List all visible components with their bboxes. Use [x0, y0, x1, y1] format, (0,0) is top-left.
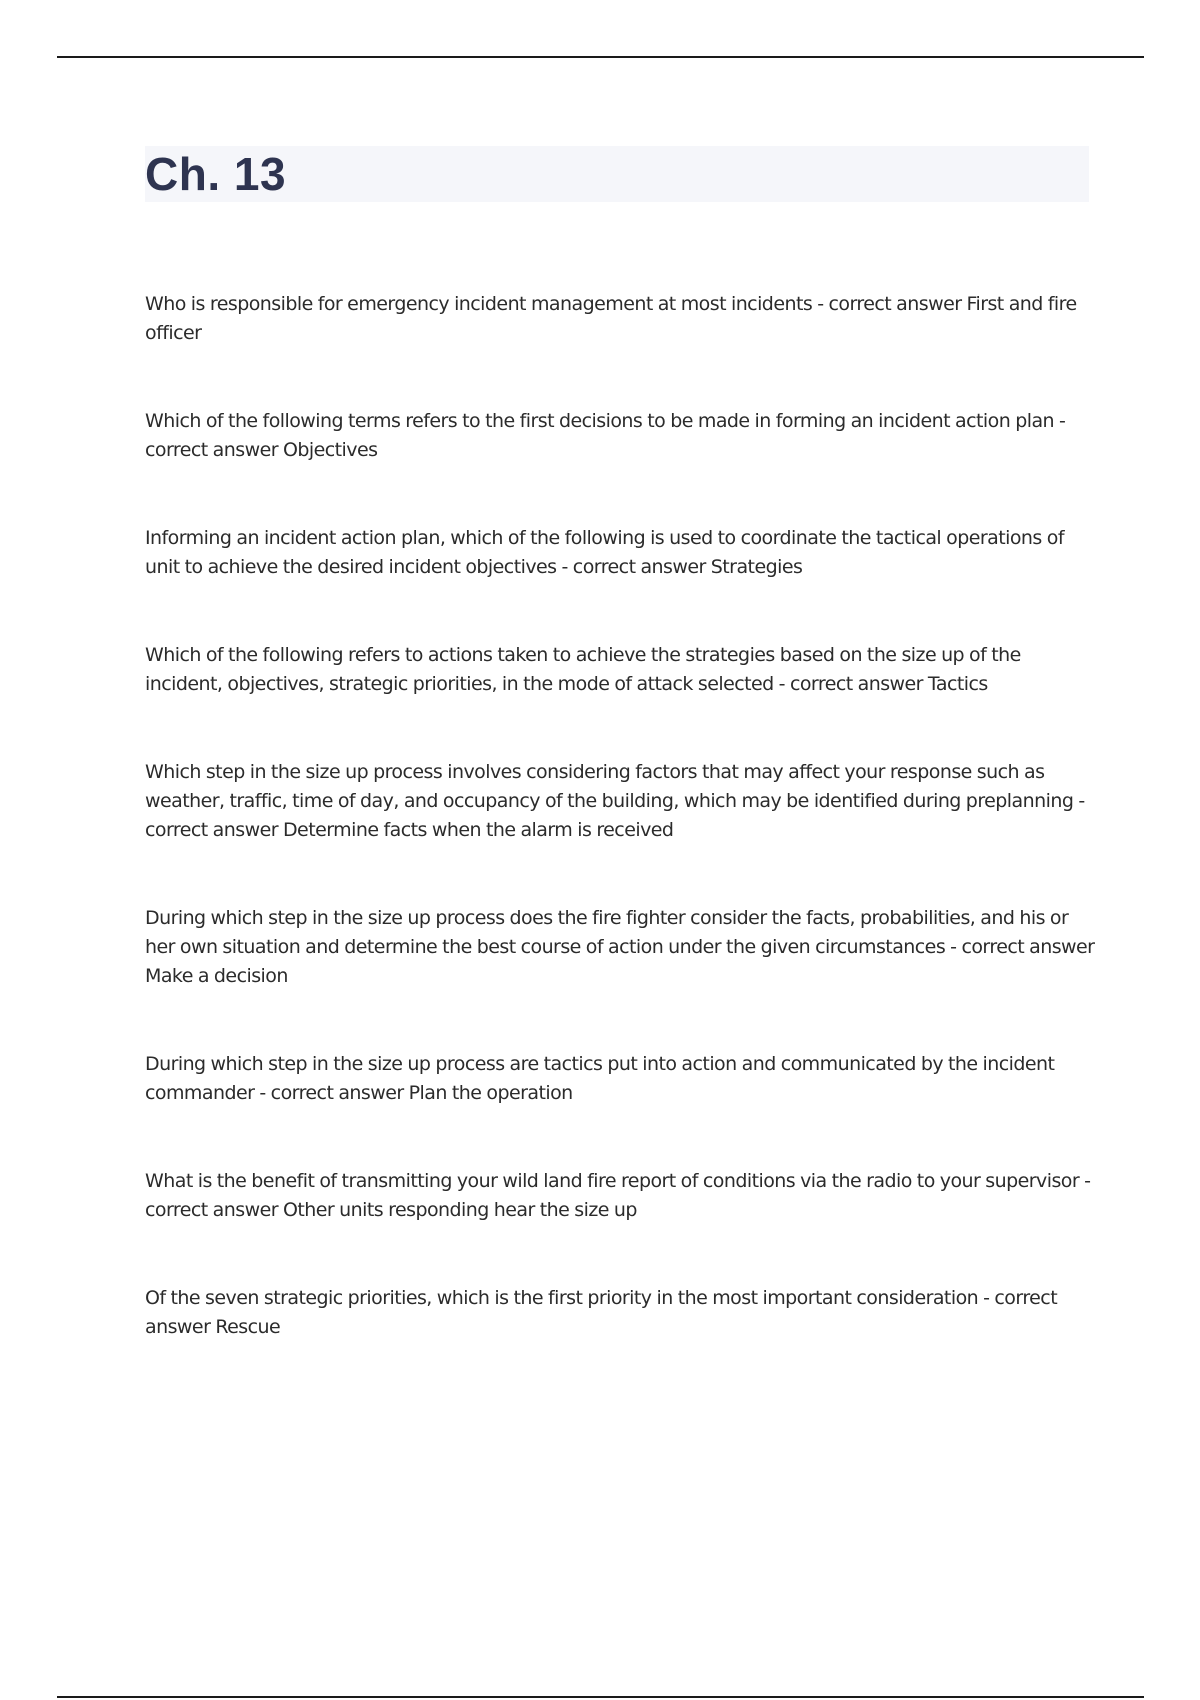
- qa-item-3: Informing an incident action plan, which of the following is used to coordinate the tactical operations of unit to achieve the desired incident objectives - correct answer Strategies: [145, 527, 1064, 578]
- qa-item-7: During which step in the size up process are tactics put into action and communicated by the incident commander - correct answer Plan the operation: [145, 1053, 1055, 1104]
- qa-item-9: Of the seven strategic priorities, which is the first priority in the most important consideration - correct answer Rescue: [145, 1287, 1058, 1338]
- qa-item-8: What is the benefit of transmitting your wild land fire report of conditions via the radio to your supervisor - correct answer Other units responding hear the size up: [145, 1170, 1091, 1221]
- bottom-divider: [57, 1696, 1144, 1698]
- qa-item-2: Which of the following terms refers to the first decisions to be made in forming an incident action plan - correct answer Objectives: [145, 410, 1066, 461]
- qa-item-1: Who is responsible for emergency incident management at most incidents - correct answer First and fire officer: [145, 293, 1077, 344]
- qa-item-4: Which of the following refers to actions taken to achieve the strategies based on the size up of the incident, objectives, strategic priorities, in the mode of attack selected - correct answer Tactics: [145, 644, 1021, 695]
- page-title: Ch. 13: [145, 148, 287, 200]
- qa-list: [145, 290, 1095, 1401]
- qa-item-5: Which step in the size up process involves considering factors that may affect your response such as weather, traffic, time of day, and occupancy of the building, which may be identified during preplanning - correct answer Determine facts when the alarm is received: [145, 761, 1085, 841]
- qa-item-6: During which step in the size up process does the fire fighter consider the facts, probabilities, and his or her own situation and determine the best course of action under the given circumstances - correct answer Make a decision: [145, 907, 1095, 987]
- title-band: [145, 146, 1089, 202]
- top-divider: [57, 56, 1144, 58]
